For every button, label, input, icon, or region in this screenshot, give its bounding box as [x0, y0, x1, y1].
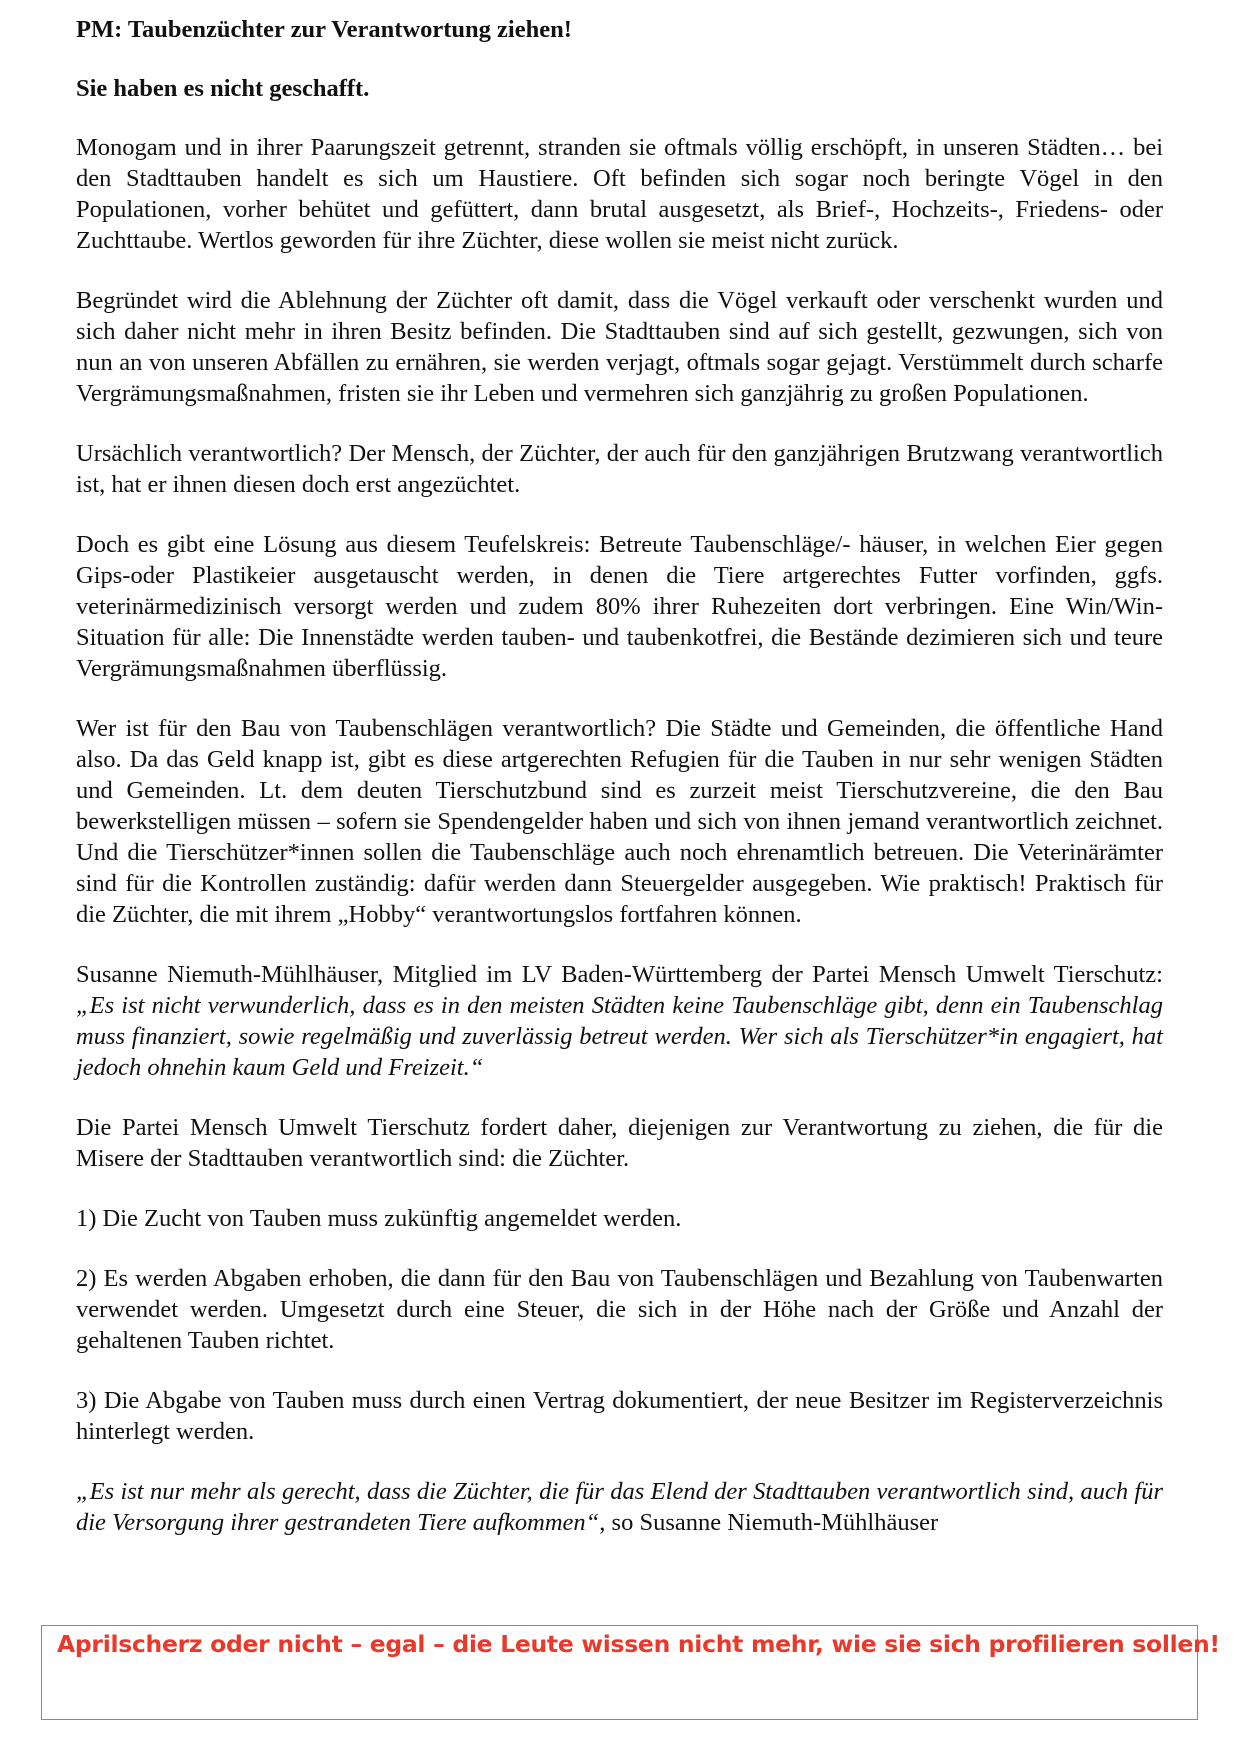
demand-2: 2) Es werden Abgaben erhoben, die dann für den Bau von Taubenschlägen und Bezahlung von Taubenwarten verwendet werden. Umgesetzt durch eine Steuer, die sich in der Höhe nach der Größe und Anzahl der gehaltenen Tauben richtet.	[76, 1265, 1163, 1354]
demand-3: 3) Die Abgabe von Tauben muss durch einen Vertrag dokumentiert, der neue Besitzer im Registerverzeichnis hinterlegt werden.	[76, 1387, 1163, 1445]
paragraph-construction: Wer ist für den Bau von Taubenschlägen verantwortlich? Die Städte und Gemeinden, die öffentliche Hand also. Da das Geld knapp ist, gibt es diese artgerechten Refugien für die Tauben in nur sehr wenigen Städten und Gemeinden. Lt. dem deuten Tierschutzbund sind es zurzeit meist Tierschutzvereine, die den Bau bewerkstelligen müssen – sofern sie Spendengelder haben und sich von ihnen jemand verantwortlich zeichnet. Und die Tierschützer*innen sollen die Taubenschläge auch noch ehrenamtlich betreuen. Die Veterinärämter sind für die Kontrollen zuständig: dafür werden dann Steuergelder ausgegeben. Wie praktisch! Praktisch für die Züchter, die mit ihrem „Hobby“ verantwortungslos fortfahren können.	[76, 715, 1163, 928]
paragraph-intro: Monogam und in ihrer Paarungszeit getrennt, stranden sie oftmals völlig erschöpft, in unseren Städten… bei den Stadttauben handelt es sich um Haustiere. Oft befinden sich sogar noch beringte Vögel in den Populationen, vorher behütet und gefüttert, dann brutal ausgesetzt, als Brief-, Hochzeits-, Friedens- oder Zuchttaube. Wertlos geworden für ihre Züchter, diese wollen sie meist nicht zurück.	[76, 134, 1163, 254]
comment-banner	[41, 1625, 1220, 1720]
paragraph-solution: Doch es gibt eine Lösung aus diesem Teufelskreis: Betreute Taubenschläge/- häuser, in welchen Eier gegen Gips-oder Plastikeier ausgetauscht werden, in denen die Tiere artgerechtes Futter vorfinden, ggfs. veterinärmedizinisch versorgt werden und zudem 80% ihrer Ruhezeiten dort verbringen. Eine Win/Win-Situation für alle: Die Innenstädte werden tauben- und taubenkotfrei, die Bestände dezimieren sich und teure Vergrämungsmaßnahmen überflüssig.	[76, 531, 1163, 682]
banner-text: Aprilscherz oder nicht – egal – die Leute wissen nicht mehr, wie sie sich profilieren sollen!	[57, 1630, 1220, 1658]
closing-attribution: , so Susanne Niemuth-Mühlhäuser	[599, 1509, 939, 1536]
paragraph-closing	[76, 1476, 1163, 1538]
paragraph-demand-intro: Die Partei Mensch Umwelt Tierschutz fordert daher, diejenigen zur Verantwortung zu ziehen, die für die Misere der Stadttauben verantwortlich sind: die Züchter.	[76, 1114, 1163, 1172]
paragraph-statement	[76, 959, 1163, 1083]
statement-lead: Susanne Niemuth-Mühlhäuser, Mitglied im LV Baden-Württemberg der Partei Mensch Umwelt Tierschutz:	[76, 961, 1163, 988]
press-release	[76, 14, 1163, 1538]
demand-1: 1) Die Zucht von Tauben muss zukünftig angemeldet werden.	[76, 1205, 682, 1232]
paragraph-responsibility: Ursächlich verantwortlich? Der Mensch, der Züchter, der auch für den ganzjährigen Brutzwang verantwortlich ist, hat er ihnen diesen doch erst angezüchtet.	[76, 440, 1163, 498]
page-subtitle: Sie haben es nicht geschafft.	[76, 75, 370, 102]
page-title: PM: Taubenzüchter zur Verantwortung ziehen!	[76, 16, 572, 43]
closing-quote: „Es ist nur mehr als gerecht, dass die Züchter, die für das Elend der Stadttauben verantwortlich sind, auch für die Versorgung ihrer gestrandeten Tiere aufkommen“	[76, 1478, 1163, 1536]
statement-quote: „Es ist nicht verwunderlich, dass es in den meisten Städten keine Taubenschläge gibt, denn ein Taubenschlag muss finanziert, sowie regelmäßig und zuverlässig betreut werden. Wer sich als Tierschützer*in engagiert, hat jedoch ohnehin kaum Geld und Freizeit.“	[76, 992, 1163, 1081]
paragraph-rejection: Begründet wird die Ablehnung der Züchter oft damit, dass die Vögel verkauft oder verschenkt wurden und sich daher nicht mehr in ihren Besitz befinden. Die Stadttauben sind auf sich gestellt, gezwungen, sich von nun an von unseren Abfällen zu ernähren, sie werden verjagt, oftmals sogar gejagt. Verstümmelt durch scharfe Vergrämungsmaßnahmen, fristen sie ihr Leben und vermehren sich ganzjährig zu großen Populationen.	[76, 287, 1163, 407]
